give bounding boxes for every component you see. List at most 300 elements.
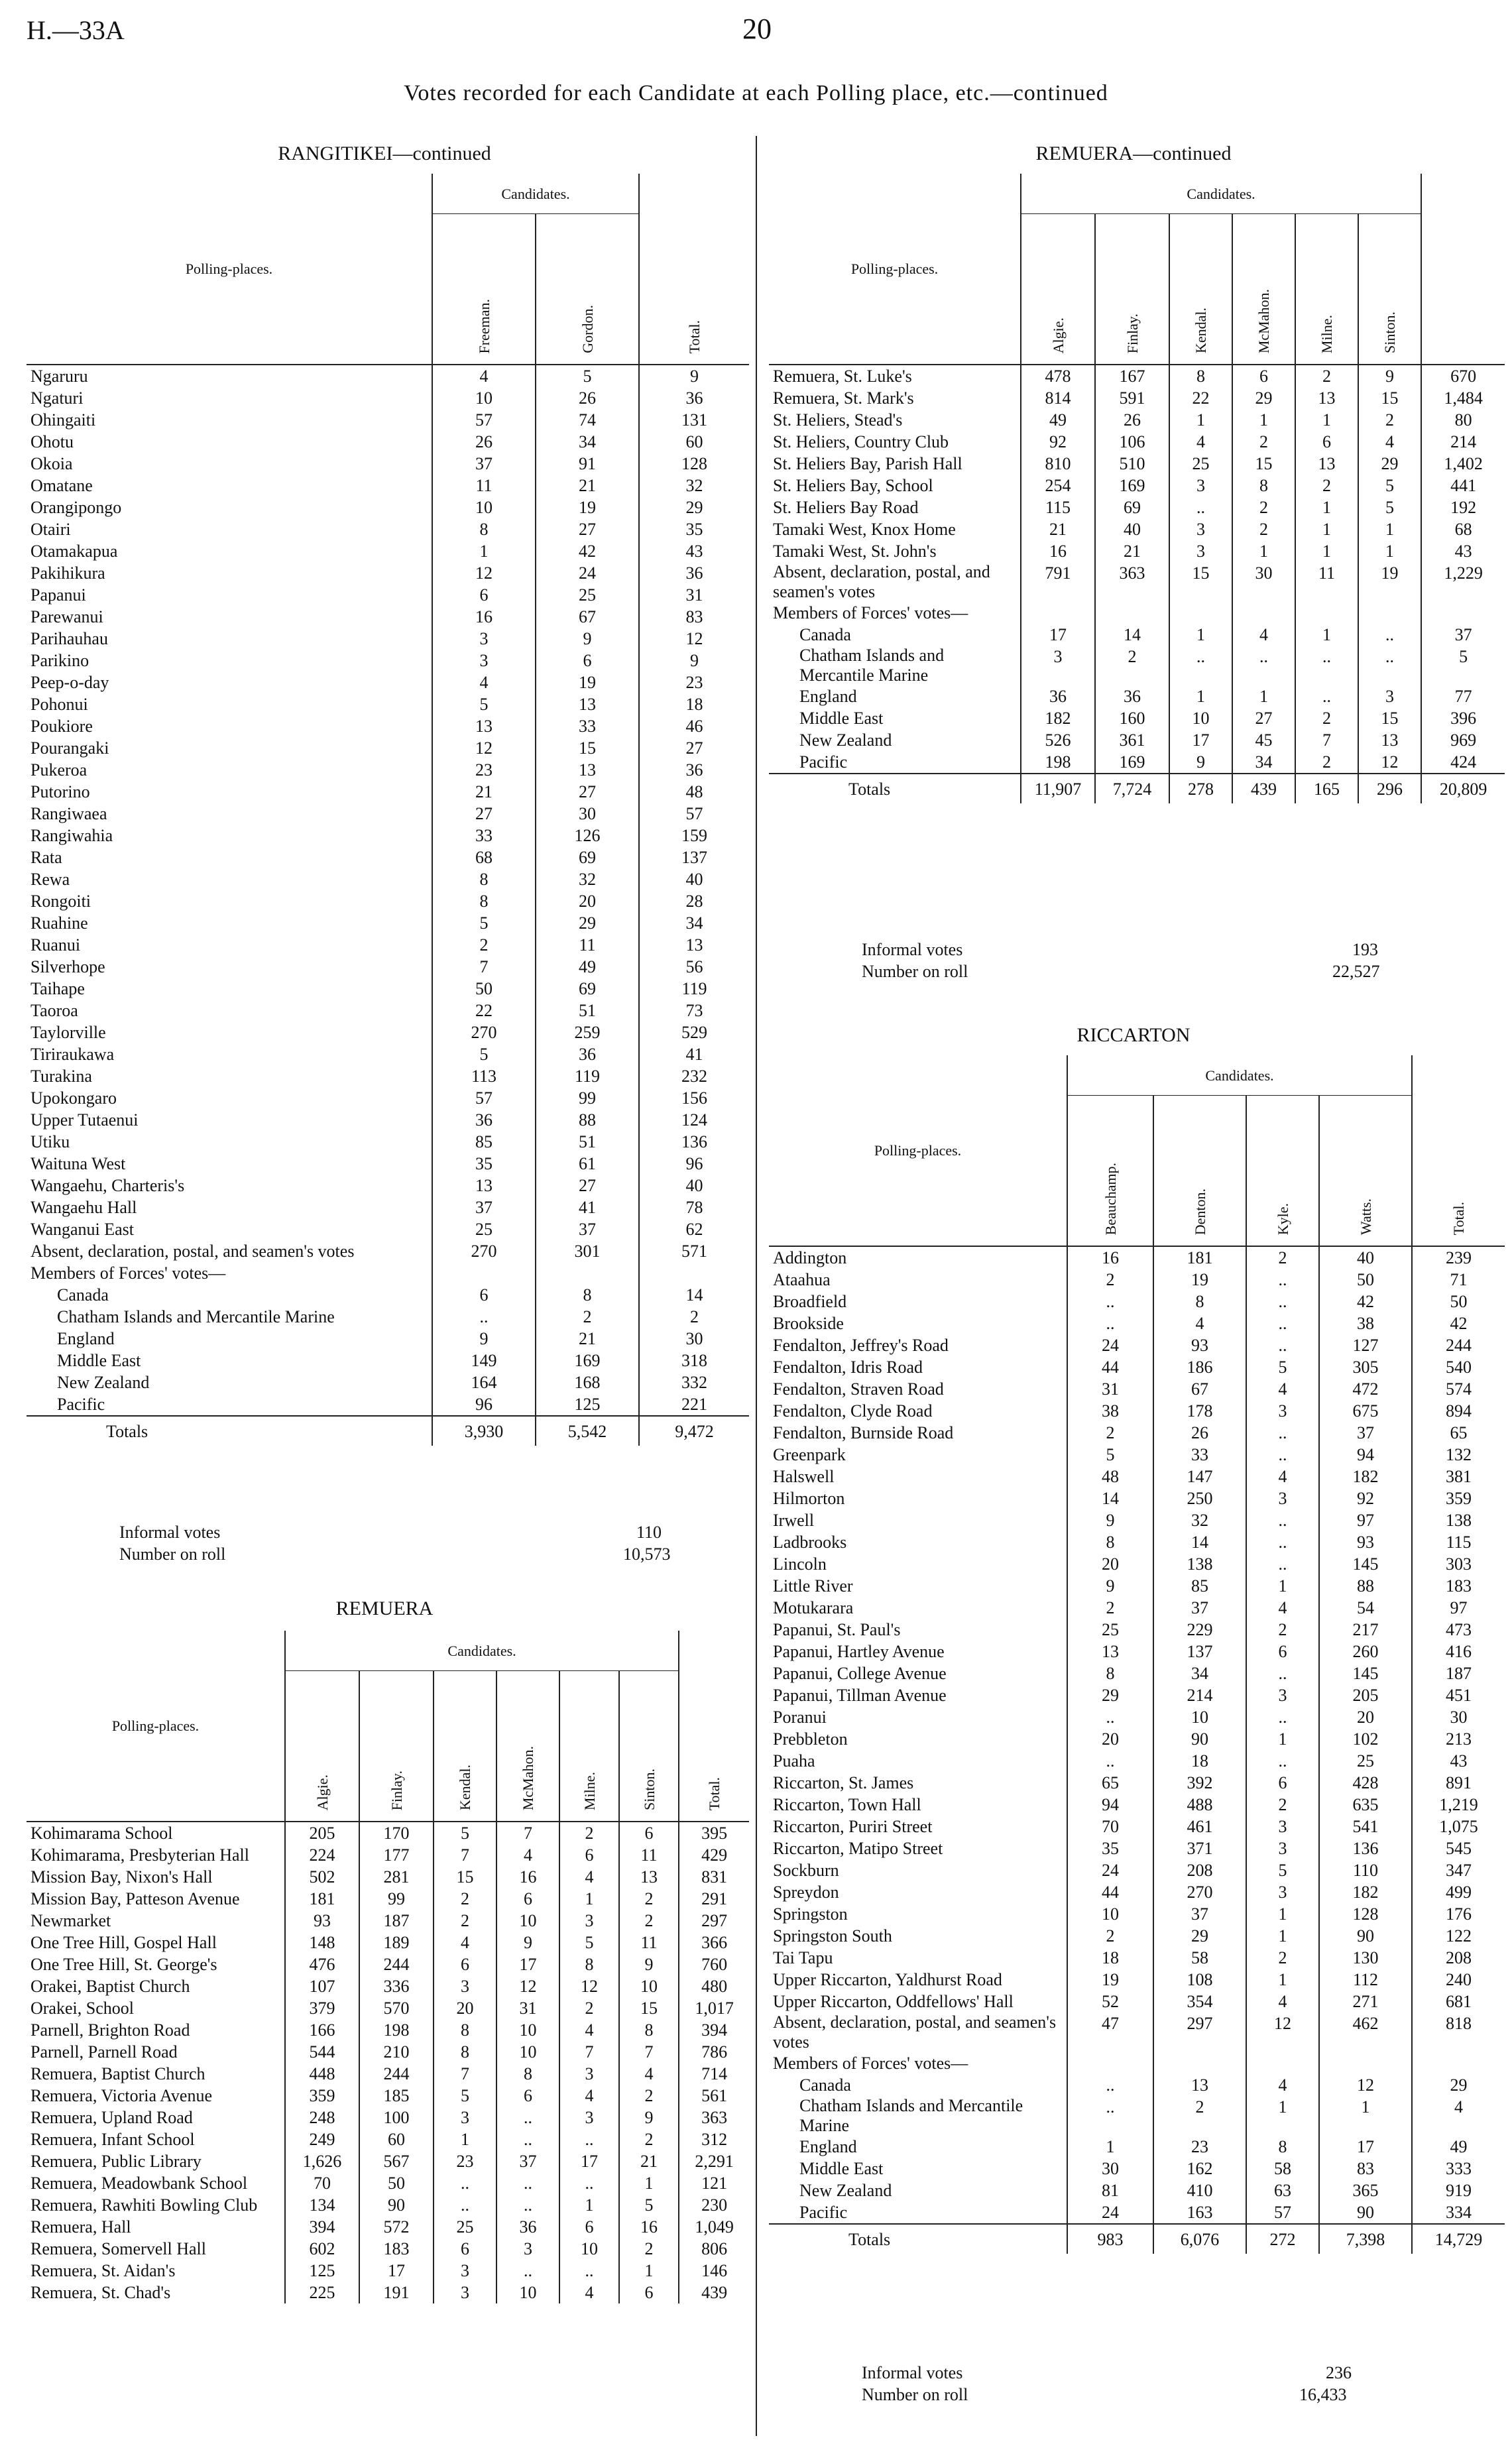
vote-count: 814 [1021, 387, 1095, 409]
section-title-rangitikei: RANGITIKEI—continued [278, 143, 491, 164]
vote-count: 5 [432, 912, 536, 934]
table-row [27, 693, 749, 715]
vote-count: 29 [1232, 387, 1295, 409]
total-value: 34 [639, 912, 749, 934]
vote-count: 40 [1095, 518, 1169, 540]
total-value: 80 [1421, 409, 1505, 431]
vote-count: .. [1169, 646, 1232, 685]
vote-count: 9 [432, 1328, 536, 1350]
table-row [27, 1328, 749, 1350]
vote-count: 93 [1153, 1334, 1246, 1356]
vote-count [1358, 602, 1421, 624]
vote-count [1295, 602, 1358, 624]
table-row [27, 1065, 749, 1087]
vote-count: 169 [536, 1350, 639, 1371]
vote-count: 5 [1358, 475, 1421, 496]
vote-count: 510 [1095, 453, 1169, 475]
vote-count: 2 [1232, 431, 1295, 453]
table-row [769, 453, 1505, 475]
vote-count: 50 [1319, 1269, 1412, 1291]
table-row [27, 1866, 749, 1888]
vote-count: 4 [559, 2019, 619, 2041]
total-value: 2 [639, 1306, 749, 1328]
polling-place-name: Tiriraukawa [30, 1045, 115, 1064]
vote-count: 2 [619, 1910, 679, 1932]
vote-count: 34 [536, 431, 639, 453]
total-value: 451 [1412, 1684, 1505, 1706]
vote-count: 60 [359, 2128, 434, 2150]
vote-count: 379 [285, 1997, 359, 2019]
vote-count: 1 [1358, 518, 1421, 540]
polling-place-name: Okoia [30, 454, 73, 473]
total-value: 681 [1412, 1991, 1505, 2012]
vote-count: 7 [434, 2063, 496, 2085]
vote-count: 198 [359, 2019, 434, 2041]
vote-count: 225 [285, 2282, 359, 2303]
total-value: 1,402 [1421, 453, 1505, 475]
vote-count: 19 [1067, 1969, 1153, 1991]
vote-count: 181 [285, 1888, 359, 1910]
vote-count: 13 [432, 715, 536, 737]
vote-count: 19 [1358, 562, 1421, 602]
polling-place-name: Motukarara [773, 1598, 854, 1617]
total-value: 545 [1412, 1837, 1505, 1859]
vote-count: 58 [1153, 1947, 1246, 1969]
vote-count: 107 [285, 1975, 359, 1997]
vote-count: 791 [1021, 562, 1095, 602]
vote-count: 2 [559, 1822, 619, 1844]
vote-count: .. [559, 2172, 619, 2194]
vote-count: 675 [1319, 1400, 1412, 1422]
vote-count: 57 [432, 1087, 536, 1109]
vote-count: 13 [1067, 1641, 1153, 1662]
vote-count: 3 [496, 2238, 559, 2260]
table-row [769, 1728, 1505, 1750]
vote-count: 21 [1021, 518, 1095, 540]
total-value: 122 [1412, 1925, 1505, 1947]
table-row [769, 1641, 1505, 1662]
polling-place-name: One Tree Hill, St. George's [30, 1954, 217, 1974]
table-row [27, 431, 749, 453]
totals-value: 439 [1232, 774, 1295, 803]
number-on-roll-label: Number on roll [119, 1544, 226, 1564]
vote-count: 29 [1358, 453, 1421, 475]
totals-label: Totals [769, 774, 1021, 803]
vote-count: 8 [1246, 2136, 1319, 2158]
total-value: 43 [1412, 1750, 1505, 1772]
polling-place-name: Members of Forces' votes— [30, 1263, 226, 1283]
table-row [769, 562, 1505, 602]
totals-value: 20,809 [1421, 774, 1505, 803]
vote-count: 3 [1021, 646, 1095, 685]
vote-count: 2 [434, 1910, 496, 1932]
vote-count: .. [432, 1306, 536, 1328]
vote-count: 20 [1067, 1553, 1153, 1575]
vote-count: 15 [1232, 453, 1295, 475]
table-row [27, 518, 749, 540]
vote-count: 13 [619, 1866, 679, 1888]
vote-count: 52 [1067, 1991, 1153, 2012]
table-row [769, 624, 1505, 646]
total-value: 119 [639, 978, 749, 1000]
vote-count: 3 [559, 1910, 619, 1932]
vote-count: 10 [496, 1910, 559, 1932]
table-row [769, 1947, 1505, 1969]
vote-count: .. [1246, 1422, 1319, 1444]
vote-count: 270 [1153, 1881, 1246, 1903]
table-row [27, 671, 749, 693]
total-value: 480 [679, 1975, 749, 1997]
vote-count: 13 [1295, 387, 1358, 409]
polling-place-name: Middle East [799, 709, 884, 728]
table-row [769, 1487, 1505, 1509]
vote-count: .. [1358, 646, 1421, 685]
vote-count: 125 [536, 1393, 639, 1416]
vote-count: 2 [1246, 1246, 1319, 1269]
vote-count: 250 [1153, 1487, 1246, 1509]
polling-place-name: Putorino [30, 782, 90, 801]
polling-place-name: England [57, 1329, 115, 1348]
vote-count: 110 [1319, 1859, 1412, 1881]
vote-count: 2 [1295, 707, 1358, 729]
polling-place-name: New Zealand [799, 2181, 892, 2200]
table-row [27, 1043, 749, 1065]
vote-count: 63 [1246, 2180, 1319, 2201]
vote-count: 6 [619, 1822, 679, 1844]
vote-count: 336 [359, 1975, 434, 1997]
table-row [769, 729, 1505, 751]
vote-count: 48 [1067, 1466, 1153, 1487]
vote-count: 1 [1246, 1925, 1319, 1947]
total-value [1412, 2052, 1505, 2074]
total-value: 366 [679, 1932, 749, 1953]
vote-count: 42 [536, 540, 639, 562]
vote-count: 1 [434, 2128, 496, 2150]
vote-count: 23 [432, 759, 536, 781]
vote-count: 488 [1153, 1794, 1246, 1816]
table-row [27, 2128, 749, 2150]
vote-count: 61 [536, 1153, 639, 1175]
vote-count: 2 [1232, 496, 1295, 518]
vote-count: 37 [536, 1218, 639, 1240]
vote-count: 67 [536, 606, 639, 628]
vote-count: 182 [1319, 1466, 1412, 1487]
polling-place-name: Tai Tapu [773, 1948, 833, 1967]
vote-count: 33 [1153, 1444, 1246, 1466]
vote-count: 8 [559, 1953, 619, 1975]
vote-count: 44 [1067, 1881, 1153, 1903]
polling-place-name: Parnell, Parnell Road [30, 2042, 178, 2062]
table-row [769, 1312, 1505, 1334]
vote-count: 6 [496, 2085, 559, 2107]
polling-place-name: Poranui [773, 1708, 827, 1727]
vote-count: 149 [432, 1350, 536, 1371]
table-row [27, 562, 749, 584]
vote-count: 16 [1021, 540, 1095, 562]
vote-count: 10 [1153, 1706, 1246, 1728]
total-value: 395 [679, 1822, 749, 1844]
vote-count: 50 [432, 978, 536, 1000]
total-value: 347 [1412, 1859, 1505, 1881]
table-row [769, 409, 1505, 431]
table-row [27, 1822, 749, 1844]
vote-count: 1 [1232, 540, 1295, 562]
total-value: 83 [639, 606, 749, 628]
vote-count: .. [434, 2172, 496, 2194]
vote-count: 359 [285, 2085, 359, 2107]
vote-count: 67 [1153, 1378, 1246, 1400]
polling-place-name: Wanganui East [30, 1220, 135, 1239]
table-row [769, 646, 1505, 685]
table-row [27, 1997, 749, 2019]
table-row [769, 387, 1505, 409]
candidate-header: Freeman. [432, 214, 536, 365]
vote-count: 25 [434, 2216, 496, 2238]
total-value: 128 [639, 453, 749, 475]
polling-place-name: Otamakapua [30, 542, 118, 561]
total-value: 68 [1421, 518, 1505, 540]
vote-count: 10 [496, 2282, 559, 2303]
vote-count: 305 [1319, 1356, 1412, 1378]
vote-count: 4 [432, 671, 536, 693]
vote-count: .. [1067, 1312, 1153, 1334]
vote-count: 88 [536, 1109, 639, 1131]
vote-count: 51 [536, 1000, 639, 1021]
table-row [769, 1794, 1505, 1816]
vote-count: 11 [619, 1932, 679, 1953]
vote-count: 10 [619, 1975, 679, 1997]
polling-place-name: Remuera, Hall [30, 2217, 131, 2237]
vote-count: 4 [559, 1866, 619, 1888]
polling-place-name: Pacific [799, 2203, 848, 2222]
vote-count: 27 [432, 803, 536, 825]
vote-count: 6 [432, 584, 536, 606]
vote-count: .. [496, 2172, 559, 2194]
polling-place-name: Middle East [57, 1351, 141, 1370]
vote-count: 17 [1169, 729, 1232, 751]
total-value: 714 [679, 2063, 749, 2085]
total-value: 1,219 [1412, 1794, 1505, 1816]
polling-place-name: Springston South [773, 1926, 892, 1946]
vote-count: 21 [536, 1328, 639, 1350]
vote-count: 208 [1153, 1859, 1246, 1881]
vote-count: 38 [1067, 1400, 1153, 1422]
vote-count: 2 [619, 2128, 679, 2150]
totals-value: 983 [1067, 2224, 1153, 2254]
polling-place-name: Remuera, Victoria Avenue [30, 2086, 212, 2105]
polling-place-name: Otairi [30, 520, 71, 539]
vote-count: 3 [1246, 1400, 1319, 1422]
vote-count: 90 [359, 2194, 434, 2216]
vote-count: 13 [536, 759, 639, 781]
vote-count: 37 [432, 1196, 536, 1218]
vote-count: 198 [1021, 751, 1095, 774]
table-row [27, 1975, 749, 1997]
polling-place-name: Ngaturi [30, 388, 84, 408]
vote-count: 11 [432, 475, 536, 496]
vote-count: 44 [1067, 1356, 1153, 1378]
vote-count: 244 [359, 2063, 434, 2085]
vote-count: 51 [536, 1131, 639, 1153]
vote-count: 301 [536, 1240, 639, 1262]
polling-place-name: Utiku [30, 1132, 70, 1151]
vote-count: 97 [1319, 1509, 1412, 1531]
vote-count: 10 [559, 2238, 619, 2260]
section-title-remuera-continued: REMUERA—continued [1035, 143, 1232, 164]
vote-count: 125 [285, 2260, 359, 2282]
vote-count: 58 [1246, 2158, 1319, 2180]
vote-count: 462 [1319, 2012, 1412, 2052]
informal-votes-label: Informal votes [862, 2363, 963, 2382]
polling-place-name: Canada [799, 625, 851, 644]
vote-count: .. [496, 2107, 559, 2128]
vote-count: 68 [432, 846, 536, 868]
vote-count: 15 [619, 1997, 679, 2019]
vote-count: 5 [434, 2085, 496, 2107]
table-row [27, 496, 749, 518]
vote-count: 15 [1358, 387, 1421, 409]
vote-count: 36 [496, 2216, 559, 2238]
vote-count: .. [559, 2260, 619, 2282]
vote-count: 7 [1295, 729, 1358, 751]
vote-count: 100 [359, 2107, 434, 2128]
table-row [769, 1597, 1505, 1619]
vote-count: 2 [1067, 1925, 1153, 1947]
table-row [27, 2260, 749, 2282]
table-row [27, 1196, 749, 1218]
polling-place-name: Pukeroa [30, 760, 87, 780]
table-row [27, 737, 749, 759]
vote-count: 3 [434, 2282, 496, 2303]
candidate-header: Kendal. [434, 1671, 496, 1822]
polling-place-name: Fendalton, Idris Road [773, 1358, 923, 1377]
polling-place-name: Absent, declaration, postal, and seamen's votes [773, 2012, 1057, 2052]
total-value: 146 [679, 2260, 749, 2282]
vote-count: 363 [1095, 562, 1169, 602]
vote-count: 6 [1246, 1772, 1319, 1794]
table-row [769, 2074, 1505, 2096]
vote-count: 17 [1021, 624, 1095, 646]
riccarton-table [769, 1055, 1505, 2254]
vote-count: 1 [1358, 540, 1421, 562]
total-value: 176 [1412, 1903, 1505, 1925]
polling-place-name: Wangaehu, Charteris's [30, 1176, 185, 1195]
polling-place-name: Ruanui [30, 935, 81, 955]
vote-count: 167 [1095, 365, 1169, 387]
totals-row [769, 2224, 1505, 2254]
candidate-header: McMahon. [1232, 214, 1295, 365]
polling-place-name: Tamaki West, St. John's [773, 542, 937, 561]
vote-count: 281 [359, 1866, 434, 1888]
vote-count: 134 [285, 2194, 359, 2216]
vote-count: 591 [1095, 387, 1169, 409]
totals-label: Totals [27, 1416, 432, 1446]
total-header: Total. [1412, 1055, 1505, 1246]
vote-count: 27 [536, 1175, 639, 1196]
table-row [769, 518, 1505, 540]
vote-count: 9 [496, 1932, 559, 1953]
vote-count: 10 [1067, 1903, 1153, 1925]
total-value: 35 [639, 518, 749, 540]
total-value: 43 [1421, 540, 1505, 562]
vote-count: 4 [1358, 431, 1421, 453]
table-row [27, 1240, 749, 1262]
informal-votes-value: 236 [1326, 2363, 1352, 2382]
vote-count: 94 [1067, 1794, 1153, 1816]
polling-place-name: Riccarton, Matipo Street [773, 1839, 943, 1858]
vote-count: 29 [536, 912, 639, 934]
polling-place-name: Remuera, Somervell Hall [30, 2239, 206, 2258]
vote-count: 24 [1067, 2201, 1153, 2224]
polling-place-name: Orangipongo [30, 498, 122, 517]
vote-count: 1 [1232, 409, 1295, 431]
vote-count: 50 [359, 2172, 434, 2194]
table-row [769, 1509, 1505, 1531]
vote-count: 8 [536, 1284, 639, 1306]
candidate-header: Algie. [285, 1671, 359, 1822]
vote-count: 3 [434, 2260, 496, 2282]
table-row [27, 1262, 749, 1284]
vote-count: 12 [432, 737, 536, 759]
polling-place-name: Papanui, St. Paul's [773, 1620, 901, 1639]
table-row [27, 1000, 749, 1021]
vote-count: 26 [536, 387, 639, 409]
vote-count: 254 [1021, 475, 1095, 496]
total-value: 806 [679, 2238, 749, 2260]
totals-value: 7,398 [1319, 2224, 1412, 2254]
table-row [769, 2052, 1505, 2074]
number-on-roll-label: Number on roll [862, 962, 968, 981]
number-on-roll-label: Number on roll [862, 2385, 968, 2404]
vote-count: 229 [1153, 1619, 1246, 1641]
table-row [27, 2019, 749, 2041]
table-row [27, 1888, 749, 1910]
vote-count: 38 [1319, 1312, 1412, 1334]
vote-count: 20 [1319, 1706, 1412, 1728]
vote-count: 23 [1153, 2136, 1246, 2158]
vote-count: 189 [359, 1932, 434, 1953]
total-value: 131 [639, 409, 749, 431]
vote-count: 6 [434, 2238, 496, 2260]
table-row [27, 803, 749, 825]
polling-place-name: Pacific [799, 752, 848, 772]
vote-count: 502 [285, 1866, 359, 1888]
polling-place-name: Brookside [773, 1314, 844, 1333]
vote-count [536, 1262, 639, 1284]
table-row [769, 475, 1505, 496]
polling-place-name: Addington [773, 1248, 847, 1267]
table-row [27, 606, 749, 628]
table-row [27, 781, 749, 803]
vote-count: 13 [1358, 729, 1421, 751]
vote-count: 6 [536, 650, 639, 671]
vote-count: 8 [619, 2019, 679, 2041]
vote-count: 3 [559, 2107, 619, 2128]
vote-count: 14 [1095, 624, 1169, 646]
polling-places-header: Polling-places. [769, 1055, 1067, 1246]
totals-row [27, 1416, 749, 1446]
total-value: 9 [639, 365, 749, 387]
vote-count: 145 [1319, 1662, 1412, 1684]
polling-place-name: Rangiwahia [30, 826, 113, 845]
candidate-header: Watts. [1319, 1096, 1412, 1247]
totals-value: 7,724 [1095, 774, 1169, 803]
vote-count: 249 [285, 2128, 359, 2150]
table-row [769, 1837, 1505, 1859]
vote-count: 3 [1358, 685, 1421, 707]
vote-count: .. [1067, 1750, 1153, 1772]
candidate-header: McMahon. [496, 1671, 559, 1822]
